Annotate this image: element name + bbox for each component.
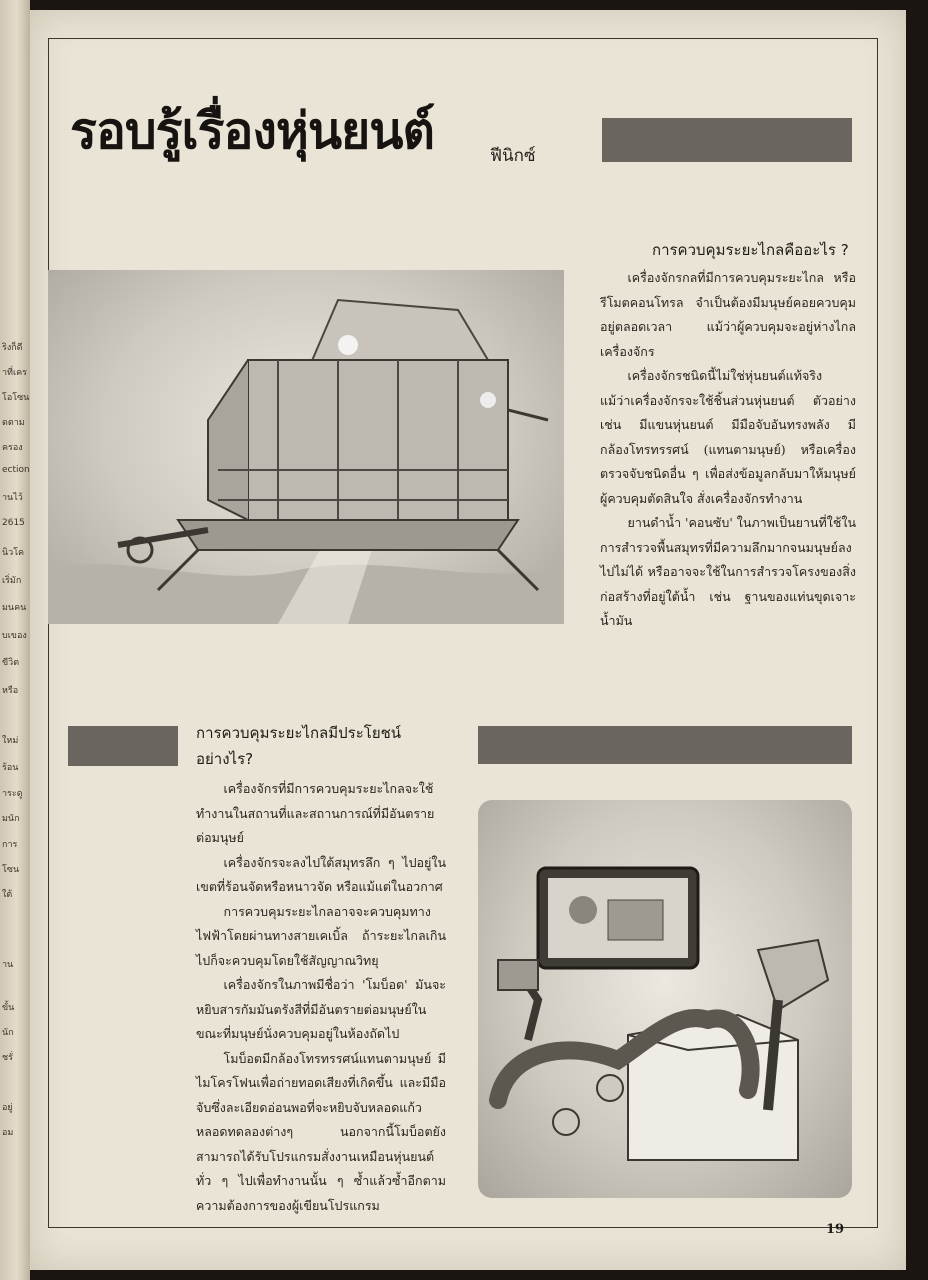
prev-page-fragment: าน (2, 960, 14, 970)
section1-paragraph-3: ยานดำน้ำ 'คอนซับ' ในภาพเป็นยานที่ใช้ในการสำรวจพื้นสมุทรที่มีความลึกมากจนมนุษย์ลงไปไม่ได้ หรืออาจจะใช้ในการสำรวจโครงของสิ่งก่อสร้างที่อยู่ใต้น้ำ เช่น ฐานของแท่นขุดเจาะน้ำมัน (600, 515, 857, 628)
prev-page-fragment: โอโซน (2, 393, 30, 403)
prev-page-fragment: าที่เคร (2, 368, 27, 378)
section2-paragraph-1: เครื่องจักรที่มีการควบคุมระยะไกลจะใช้ทำงานในสถานที่และสถานการณ์ที่มีอันตรายต่อมนุษย์ (196, 781, 435, 845)
prev-page-fragment: ชรั่ (2, 1053, 13, 1063)
prev-page-fragment: ร้อน (2, 763, 19, 773)
section2-right-decorative-bar (478, 726, 852, 764)
prev-page-fragment: 2615 (2, 518, 25, 528)
section1-paragraph-2: เครื่องจักรชนิดนี้ไม่ใช่หุ่นยนต์แท้จริง แม้ว่าเครื่องจักรจะใช้ชิ้นส่วนหุ่นยนต์ ตัวอย่างเช่น มีแขนหุ่นยนต์ มีมือจับอันทรงพลัง มีกล้องโทรทรรศน์ (แทนตามนุษย์) หรือเครื่องตรวจจับชนิดอื่น ๆ เพื่อส่งข้อมูลกลับมาให้มนุษย์ผู้ควบคุมตัดสินใจ สั่งเครื่องจักรทำงาน (600, 368, 856, 506)
prev-page-fragment: ครอง (2, 443, 23, 453)
prev-page-fragment: มนคน (2, 603, 27, 613)
article-title: รอบรู้เรื่องหุ่นยนต์ (70, 102, 434, 160)
prev-page-fragment: นิวโค (2, 548, 25, 558)
mobot-illustration (478, 800, 852, 1198)
article-author: ฟีนิกซ์ (490, 146, 536, 166)
section2-paragraph-2: เครื่องจักรจะลงไปใต้สมุทรลึก ๆ ไปอยู่ในเขตที่ร้อนจัดหรือหนาวจัด หรือแม้แต่ในอวกาศ (196, 854, 446, 894)
prev-page-fragment: อม (2, 1128, 14, 1138)
prev-page-fragment: โซน (2, 865, 20, 875)
submarine-drawing (48, 270, 564, 624)
prev-page-fragment: าระดู (2, 789, 23, 799)
prev-page-fragment: การ (2, 840, 18, 850)
prev-page-fragment: ใหม่ (2, 736, 19, 746)
prev-page-fragment: ดตาม (2, 418, 25, 428)
previous-page-edge (0, 0, 30, 1280)
section2-paragraph-4: เครื่องจักรในภาพมีชื่อว่า 'โมบ็อต' มันจะหยิบสารกัมมันตรังสีที่มีอันตรายต่อมนุษย์ในขณะที่มนุษย์นั่งควบคุมอยู่ในห้องถัดไป (196, 977, 446, 1041)
title-decorative-bar (602, 118, 852, 162)
prev-page-fragment: มนัก (2, 814, 20, 824)
submarine-illustration (48, 270, 564, 624)
section1-paragraph-1: เครื่องจักรกลที่มีการควบคุมระยะไกล หรือรีโมตคอนโทรล จำเป็นต้องมีมนุษย์คอยควบคุมอยู่ตลอดเวลา แม้ว่าผู้ควบคุมจะอยู่ห่างไกลเครื่องจักร (600, 270, 856, 359)
prev-page-fragment: ขีวิต (2, 658, 20, 668)
prev-page-fragment: อยู่ (2, 1103, 13, 1113)
page-number: 19 (826, 1222, 845, 1237)
prev-page-fragment: บเของ (2, 631, 27, 641)
prev-page-fragment: ection (2, 465, 30, 475)
prev-page-fragment: านไว้ (2, 493, 23, 503)
section1-heading: การควบคุมระยะไกลคืออะไร ? (652, 241, 849, 259)
section2-body (196, 777, 446, 1218)
section2-paragraph-5: โมบ็อตมีกล้องโทรทรรศน์แทนตามนุษย์ มีไมโครโฟนเพื่อถ่ายทอดเสียงที่เกิดขึ้น และมีมือจับซึ่งละเอียดอ่อนพอที่จะหยิบจับหลอดแก้วหลอดทดลองต่างๆ นอกจากนี้โมบ็อตยังสามารถได้รับโปรแกรมสั่งงานเหมือนหุ่นยนต์ทั่ว ๆ ไปเพื่อทำงานนั้น ๆ ซ้ำแล้วซ้ำอีกตามความต้องการของผู้เขียนโปรแกรม (196, 1050, 446, 1213)
prev-page-fragment: ริงก็ดี (2, 343, 23, 353)
prev-page-fragment: นัก (2, 1028, 14, 1038)
prev-page-fragment: เริ่มัก (2, 576, 22, 586)
section1-body (600, 266, 856, 634)
prev-page-fragment: ขั้น (2, 1003, 15, 1013)
section2-paragraph-3: การควบคุมระยะไกลอาจจะควบคุมทางไฟฟ้าโดยผ่านทางสายเคเบิ้ล ถ้าระยะไกลเกินไปก็จะควบคุมโดยใช้สัญญาณวิทยุ (196, 903, 446, 968)
prev-page-fragment: ใต้ (2, 890, 13, 900)
section2-heading: การควบคุมระยะไกลมีประโยชน์อย่างไร? (196, 724, 402, 768)
prev-page-fragment: หรือ (2, 686, 19, 696)
mobot-drawing (478, 800, 852, 1198)
section2-decorative-bar (68, 726, 178, 766)
